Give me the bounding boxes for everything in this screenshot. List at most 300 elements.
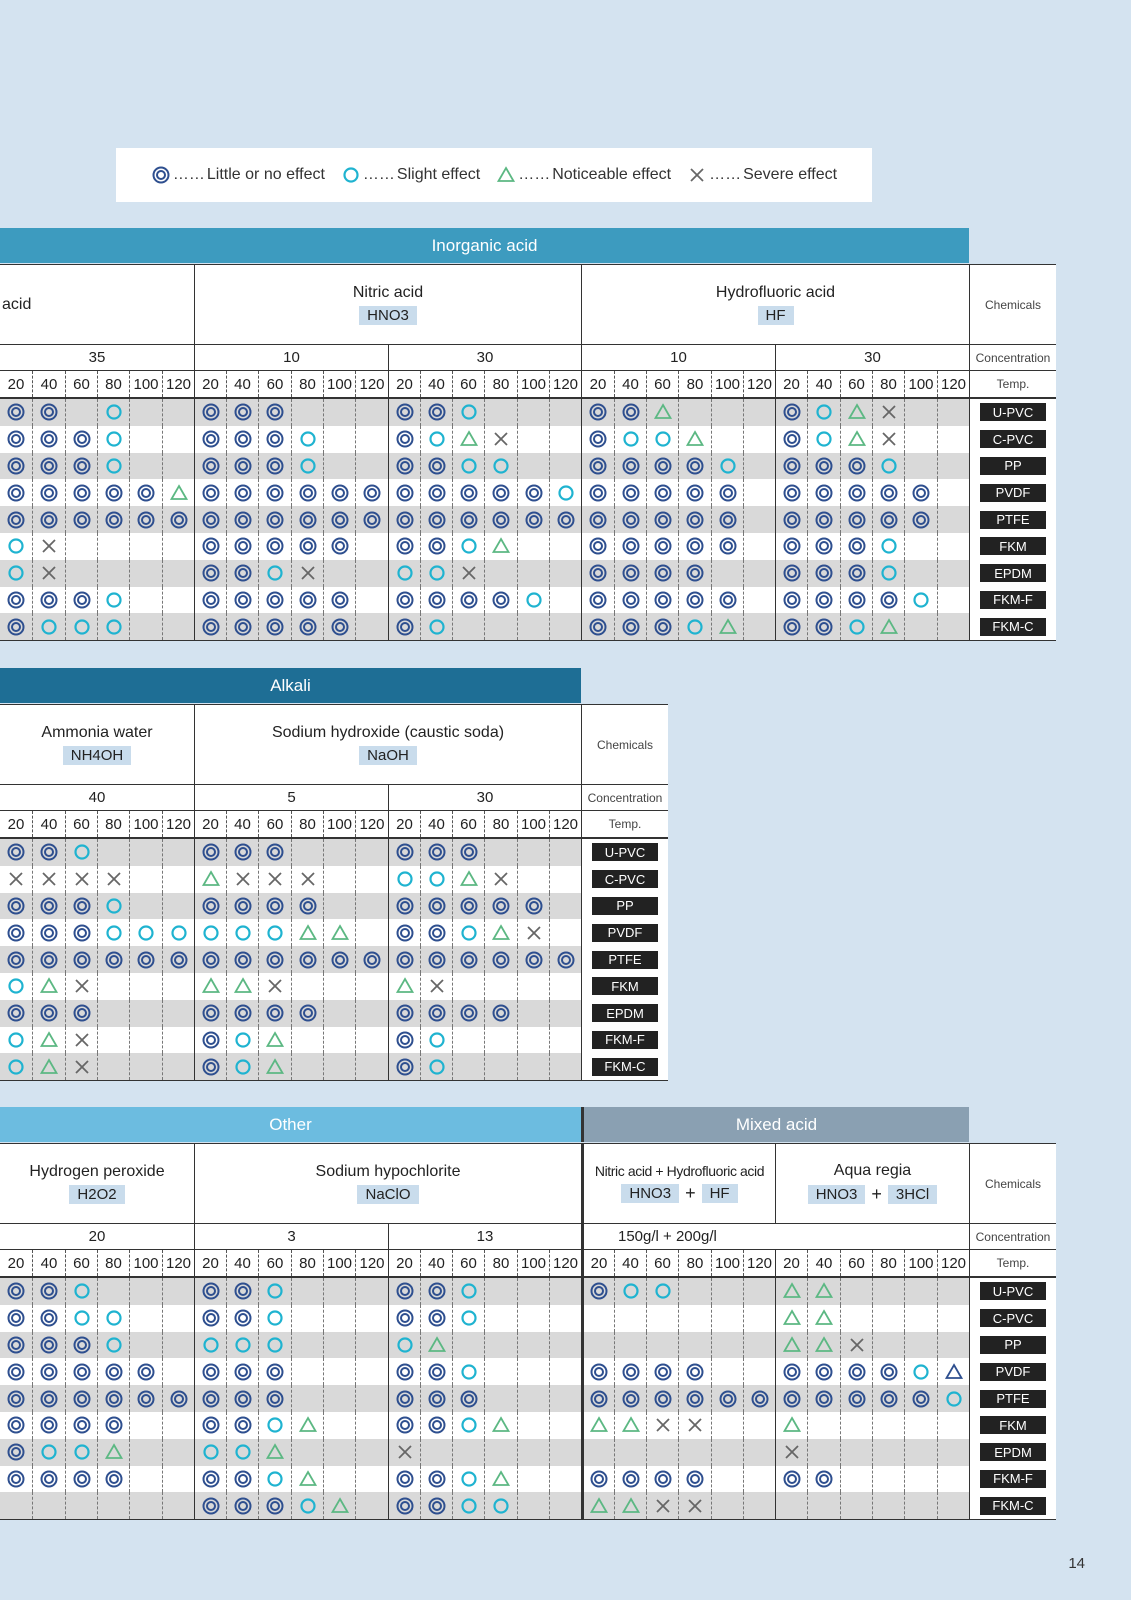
- rating-cell: [678, 479, 711, 506]
- rating-cell: [323, 453, 355, 480]
- formula-box: HNO3: [359, 306, 417, 325]
- rating-cell: [904, 1332, 937, 1359]
- rating-cell: [65, 973, 97, 1000]
- temp-header: 100: [517, 1250, 549, 1276]
- rating-cell: [291, 533, 323, 560]
- formula-box: HNO3: [808, 1185, 866, 1204]
- double-circle-icon: [104, 1362, 124, 1382]
- rating-cell: [807, 426, 840, 453]
- rating-cell: [549, 533, 581, 560]
- temp-header: 120: [355, 1250, 388, 1276]
- rating-cell: [162, 1385, 194, 1412]
- rating-cell: [0, 1332, 32, 1359]
- circle-icon: [459, 1308, 479, 1328]
- rating-cell: [517, 866, 549, 893]
- double-circle-icon: [427, 483, 447, 503]
- circle-icon: [459, 1496, 479, 1516]
- double-circle-icon: [750, 1389, 770, 1409]
- double-circle-icon: [427, 536, 447, 556]
- rating-cell: [840, 1492, 872, 1519]
- rating-cell: [32, 399, 65, 426]
- chemical-header: [194, 265, 581, 344]
- rating-cell: [420, 1053, 452, 1080]
- chemical-name: Hydrogen peroxide: [29, 1163, 165, 1180]
- triangle-icon: [39, 1030, 59, 1050]
- rating-cell: [840, 506, 872, 533]
- temp-header: 120: [549, 811, 581, 837]
- rating-cell: [937, 1466, 969, 1493]
- temp-header: 100: [711, 371, 743, 397]
- rating-cell: [355, 426, 388, 453]
- double-circle-icon: [395, 950, 415, 970]
- rating-cell: [452, 919, 484, 946]
- material-badge: C-PVC: [980, 1309, 1046, 1327]
- temp-header: 120: [162, 371, 194, 397]
- rating-cell: [323, 919, 355, 946]
- circle-icon: [814, 402, 834, 422]
- rating-cell: [258, 399, 291, 426]
- triangle-icon: [814, 1308, 834, 1328]
- rating-cell: [614, 479, 646, 506]
- band-alkali: Alkali: [0, 668, 581, 703]
- double-circle-icon: [847, 510, 867, 530]
- double-circle-icon: [491, 1003, 511, 1023]
- rating-cell: [129, 1385, 162, 1412]
- material-cell: [969, 1332, 1056, 1359]
- rating-cell: [840, 613, 872, 640]
- rating-cell: [872, 1278, 904, 1305]
- rating-cell: [97, 1053, 129, 1080]
- double-circle-icon: [6, 590, 26, 610]
- rating-cell: [420, 479, 452, 506]
- circle-icon: [395, 869, 415, 889]
- temp-header: 20: [775, 1250, 807, 1276]
- double-circle-icon: [72, 590, 92, 610]
- triangle-icon: [201, 869, 221, 889]
- rating-cell: [452, 533, 484, 560]
- rating-cell: [258, 613, 291, 640]
- material-cell: [969, 560, 1056, 587]
- rating-cell: [323, 613, 355, 640]
- rating-cell: [97, 533, 129, 560]
- double-circle-icon: [151, 165, 171, 185]
- temp-header: 60: [65, 811, 97, 837]
- rating-cell: [97, 866, 129, 893]
- rating-cell: [355, 1385, 388, 1412]
- rating-cell: [258, 587, 291, 614]
- rating-cell: [291, 399, 323, 426]
- double-circle-icon: [718, 483, 738, 503]
- material-badge: FKM-C: [980, 1497, 1046, 1515]
- rating-cell: [97, 1000, 129, 1027]
- double-circle-icon: [265, 1003, 285, 1023]
- material-cell: [969, 1305, 1056, 1332]
- chemical-header: [194, 1144, 581, 1223]
- circle-icon: [265, 1469, 285, 1489]
- rating-cell: [291, 1439, 323, 1466]
- rating-cell: [549, 1332, 581, 1359]
- rating-cell: [484, 973, 517, 1000]
- rating-cell: [549, 1385, 581, 1412]
- chemical-header: [0, 705, 194, 784]
- temp-header: 60: [65, 1250, 97, 1276]
- rating-cell: [646, 1466, 678, 1493]
- rating-cell: [226, 506, 258, 533]
- double-circle-icon: [588, 429, 608, 449]
- circle-icon: [298, 456, 318, 476]
- double-circle-icon: [201, 563, 221, 583]
- rating-cell: [452, 426, 484, 453]
- rating-cell: [258, 560, 291, 587]
- rating-cell: [484, 1278, 517, 1305]
- triangle-icon: [298, 1469, 318, 1489]
- rating-cell: [711, 479, 743, 506]
- rating-cell: [743, 399, 775, 426]
- double-circle-icon: [427, 896, 447, 916]
- rating-cell: [194, 1027, 226, 1054]
- rating-cell: [937, 613, 969, 640]
- double-circle-icon: [169, 1389, 189, 1409]
- double-circle-icon: [653, 536, 673, 556]
- formula-box: HNO3: [621, 1184, 679, 1203]
- cross-icon: [72, 1030, 92, 1050]
- rating-cell: [258, 1053, 291, 1080]
- rating-cell: [65, 1439, 97, 1466]
- rating-cell: [258, 506, 291, 533]
- rating-cell: [162, 1412, 194, 1439]
- temp-header: 80: [97, 811, 129, 837]
- circle-icon: [879, 563, 899, 583]
- double-circle-icon: [459, 1389, 479, 1409]
- rating-cell: [452, 1466, 484, 1493]
- temp-header: 40: [614, 371, 646, 397]
- double-circle-icon: [136, 510, 156, 530]
- double-circle-icon: [72, 1335, 92, 1355]
- rating-cell: [452, 479, 484, 506]
- rating-cell: [388, 1305, 420, 1332]
- circle-icon: [524, 590, 544, 610]
- rating-cell: [162, 973, 194, 1000]
- rating-cell: [32, 453, 65, 480]
- rating-cell: [65, 479, 97, 506]
- rating-cell: [65, 506, 97, 533]
- double-circle-icon: [6, 923, 26, 943]
- rating-cell: [711, 506, 743, 533]
- cross-icon: [104, 869, 124, 889]
- rating-cell: [129, 946, 162, 973]
- double-circle-icon: [427, 1308, 447, 1328]
- double-circle-icon: [201, 402, 221, 422]
- material-cell: [969, 399, 1056, 426]
- double-circle-icon: [265, 536, 285, 556]
- double-circle-icon: [362, 483, 382, 503]
- temp-header: 80: [872, 371, 904, 397]
- rating-cell: [65, 399, 97, 426]
- rating-cell: [291, 1332, 323, 1359]
- rating-cell: [420, 613, 452, 640]
- rating-cell: [162, 479, 194, 506]
- rating-cell: [162, 560, 194, 587]
- rating-cell: [388, 839, 420, 866]
- double-circle-icon: [72, 1003, 92, 1023]
- double-circle-icon: [718, 536, 738, 556]
- rating-cell: [65, 1385, 97, 1412]
- rating-cell: [355, 1439, 388, 1466]
- rating-cell: [162, 533, 194, 560]
- triangle-icon: [814, 1335, 834, 1355]
- cross-icon: [459, 563, 479, 583]
- double-circle-icon: [72, 483, 92, 503]
- double-circle-icon: [6, 842, 26, 862]
- circle-icon: [265, 1335, 285, 1355]
- rating-cell: [517, 426, 549, 453]
- rating-cell: [194, 1492, 226, 1519]
- rating-cell: [549, 506, 581, 533]
- double-circle-icon: [588, 456, 608, 476]
- rating-cell: [614, 1385, 646, 1412]
- temp-header: 40: [614, 1250, 646, 1276]
- material-badge: EPDM: [980, 564, 1046, 582]
- temp-header: 80: [291, 371, 323, 397]
- rating-cell: [646, 613, 678, 640]
- rating-cell: [258, 1027, 291, 1054]
- material-cell: [581, 919, 668, 946]
- rating-cell: [0, 919, 32, 946]
- double-circle-icon: [395, 510, 415, 530]
- double-circle-icon: [39, 483, 59, 503]
- rule: [0, 1080, 668, 1081]
- material-badge: FKM-F: [592, 1031, 658, 1049]
- double-circle-icon: [265, 1496, 285, 1516]
- material-cell: [969, 453, 1056, 480]
- temp-header: 100: [904, 371, 937, 397]
- rating-cell: [323, 533, 355, 560]
- rating-cell: [355, 479, 388, 506]
- plus-sign: +: [871, 1184, 882, 1204]
- double-circle-icon: [233, 456, 253, 476]
- circle-icon: [6, 536, 26, 556]
- circle-icon: [6, 976, 26, 996]
- rating-cell: [743, 1358, 775, 1385]
- rating-cell: [937, 1439, 969, 1466]
- cross-icon: [685, 1496, 705, 1516]
- double-circle-icon: [782, 1469, 802, 1489]
- rating-cell: [129, 1053, 162, 1080]
- double-circle-icon: [427, 1003, 447, 1023]
- double-circle-icon: [72, 456, 92, 476]
- rating-cell: [420, 560, 452, 587]
- rating-cell: [194, 587, 226, 614]
- rating-cell: [452, 1053, 484, 1080]
- rating-cell: [258, 1466, 291, 1493]
- rating-cell: [32, 946, 65, 973]
- rating-cell: [323, 479, 355, 506]
- double-circle-icon: [201, 842, 221, 862]
- rating-cell: [226, 893, 258, 920]
- double-circle-icon: [782, 563, 802, 583]
- rating-cell: [323, 426, 355, 453]
- double-circle-icon: [847, 1389, 867, 1409]
- rule: [0, 1519, 1056, 1520]
- circle-icon: [847, 617, 867, 637]
- legend-item: [687, 165, 837, 185]
- rating-cell: [129, 1027, 162, 1054]
- double-circle-icon: [6, 896, 26, 916]
- rating-cell: [129, 1278, 162, 1305]
- rating-cell: [678, 506, 711, 533]
- double-circle-icon: [782, 510, 802, 530]
- legend-dots: ……: [709, 166, 742, 183]
- rating-cell: [129, 1439, 162, 1466]
- double-circle-icon: [621, 1389, 641, 1409]
- rating-cell: [97, 399, 129, 426]
- temp-header: 120: [937, 371, 969, 397]
- triangle-icon: [104, 1442, 124, 1462]
- rating-cell: [194, 506, 226, 533]
- temp-header: 120: [743, 371, 775, 397]
- legend: [116, 148, 872, 202]
- double-circle-icon: [621, 510, 641, 530]
- rating-cell: [355, 973, 388, 1000]
- double-circle-icon: [233, 1308, 253, 1328]
- rating-cell: [872, 1358, 904, 1385]
- double-circle-icon: [201, 1308, 221, 1328]
- section-alkali: [0, 668, 668, 1080]
- temp-header: 120: [937, 1250, 969, 1276]
- band-mixed-acid: Mixed acid: [581, 1107, 969, 1142]
- double-circle-icon: [104, 483, 124, 503]
- double-circle-icon: [427, 923, 447, 943]
- triangle-icon: [330, 1496, 350, 1516]
- rating-cell: [678, 587, 711, 614]
- rating-cell: [0, 399, 32, 426]
- rating-cell: [355, 919, 388, 946]
- rating-cell: [129, 1305, 162, 1332]
- double-circle-icon: [233, 842, 253, 862]
- rating-cell: [517, 613, 549, 640]
- rating-cell: [194, 1358, 226, 1385]
- rating-cell: [743, 533, 775, 560]
- double-circle-icon: [621, 483, 641, 503]
- cross-icon: [653, 1496, 673, 1516]
- rating-cell: [194, 1466, 226, 1493]
- rating-cell: [32, 426, 65, 453]
- legend-item: [151, 165, 325, 185]
- circle-icon: [201, 1335, 221, 1355]
- double-circle-icon: [136, 1389, 156, 1409]
- rating-cell: [162, 1439, 194, 1466]
- double-circle-icon: [718, 510, 738, 530]
- material-cell: [969, 613, 1056, 640]
- rating-cell: [32, 479, 65, 506]
- circle-icon: [104, 402, 124, 422]
- rating-cell: [32, 1439, 65, 1466]
- chemical-header: [0, 1144, 194, 1223]
- rating-cell: [743, 1305, 775, 1332]
- circle-icon: [911, 1362, 931, 1382]
- double-circle-icon: [298, 1003, 318, 1023]
- rating-cell: [420, 1000, 452, 1027]
- double-circle-icon: [6, 510, 26, 530]
- temp-label: Temp.: [969, 371, 1056, 397]
- rating-cell: [97, 506, 129, 533]
- rating-cell: [420, 1278, 452, 1305]
- rating-cell: [549, 1412, 581, 1439]
- double-circle-icon: [395, 590, 415, 610]
- rating-cell: [291, 587, 323, 614]
- material-cell: [969, 506, 1056, 533]
- rating-cell: [904, 506, 937, 533]
- rating-cell: [743, 1385, 775, 1412]
- rating-cell: [323, 1278, 355, 1305]
- double-circle-icon: [265, 1362, 285, 1382]
- double-circle-icon: [653, 510, 673, 530]
- rating-cell: [840, 453, 872, 480]
- circle-icon: [427, 869, 447, 889]
- rating-cell: [517, 1492, 549, 1519]
- temp-header: 20: [194, 1250, 226, 1276]
- rating-cell: [517, 587, 549, 614]
- rating-cell: [194, 919, 226, 946]
- double-circle-icon: [233, 1496, 253, 1516]
- rating-cell: [614, 613, 646, 640]
- rating-cell: [355, 1412, 388, 1439]
- double-circle-icon: [847, 1362, 867, 1382]
- rating-cell: [484, 946, 517, 973]
- rating-cell: [420, 1439, 452, 1466]
- circle-icon: [298, 1496, 318, 1516]
- rating-cell: [65, 893, 97, 920]
- triangle-icon: [879, 617, 899, 637]
- double-circle-icon: [201, 1389, 221, 1409]
- rating-cell: [807, 587, 840, 614]
- material-badge: C-PVC: [980, 430, 1046, 448]
- rating-cell: [517, 533, 549, 560]
- rating-cell: [323, 587, 355, 614]
- rating-cell: [194, 560, 226, 587]
- rating-cell: [484, 613, 517, 640]
- double-circle-icon: [685, 563, 705, 583]
- rating-cell: [452, 587, 484, 614]
- triangle-icon: [265, 1030, 285, 1050]
- double-circle-icon: [72, 429, 92, 449]
- double-circle-icon: [39, 429, 59, 449]
- double-circle-icon: [395, 617, 415, 637]
- double-circle-icon: [847, 590, 867, 610]
- double-circle-icon: [879, 483, 899, 503]
- circle-icon: [944, 1389, 964, 1409]
- rating-cell: [840, 533, 872, 560]
- double-circle-icon: [6, 1362, 26, 1382]
- rating-cell: [388, 893, 420, 920]
- rating-cell: [65, 1305, 97, 1332]
- material-badge: PVDF: [980, 484, 1046, 502]
- double-circle-icon: [39, 923, 59, 943]
- rating-cell: [775, 426, 807, 453]
- plus-sign: +: [685, 1183, 696, 1203]
- temp-header: 100: [517, 371, 549, 397]
- rating-cell: [840, 1385, 872, 1412]
- rating-cell: [194, 839, 226, 866]
- temp-header: 40: [32, 371, 65, 397]
- circle-icon: [879, 456, 899, 476]
- double-circle-icon: [265, 402, 285, 422]
- circle-icon: [39, 617, 59, 637]
- material-cell: [969, 1466, 1056, 1493]
- circle-icon: [556, 483, 576, 503]
- double-circle-icon: [491, 510, 511, 530]
- formula-box: H2O2: [69, 1185, 124, 1204]
